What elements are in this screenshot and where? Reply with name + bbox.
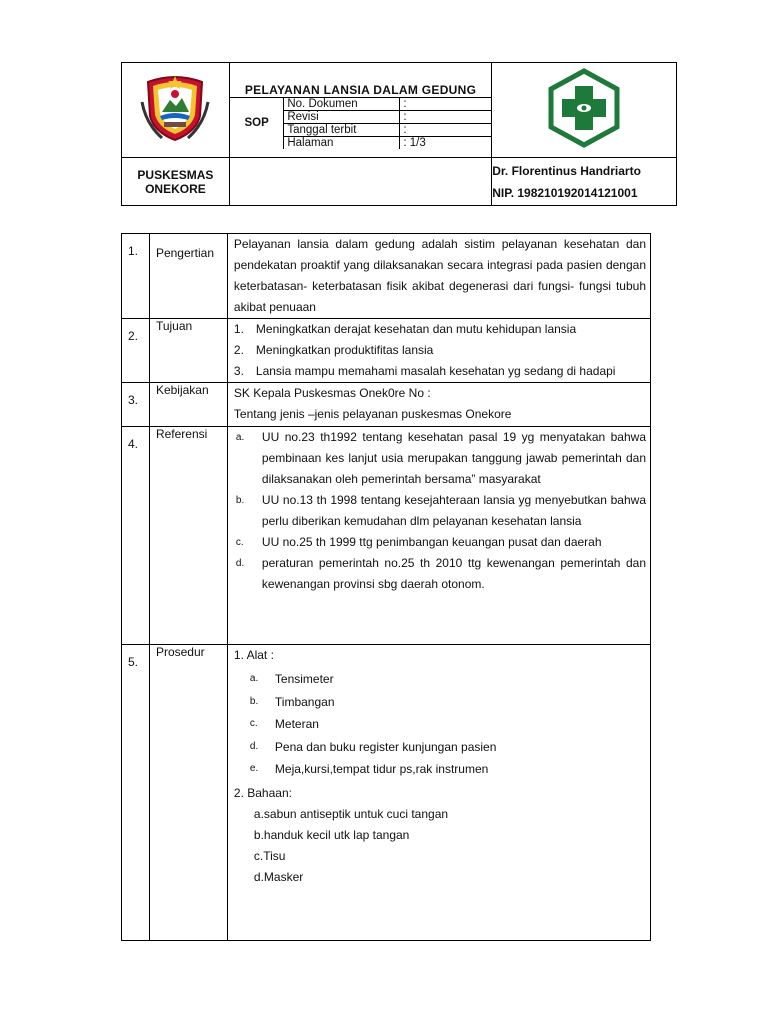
health-logo-cell	[492, 63, 677, 158]
row-label	[149, 234, 227, 319]
puskesmas-logo-icon	[544, 68, 624, 148]
definition-content	[227, 234, 650, 319]
sop-content-table	[121, 233, 651, 941]
procedure-content	[227, 645, 650, 941]
table-row	[122, 427, 651, 645]
definition-text: Pelayanan lansia dalam gedung adalah sistim pelayanan kesehatan dan pendekatan proaktif yang dilaksanakan secara integrasi pada pasien dengan keterbatasan- keterbatasan fisik akibat degenerasi dari fungsi- fungsi tubuh akibat penuaan	[233, 237, 646, 314]
list-item: a.sabun antiseptik untuk cuci tangan	[253, 806, 449, 821]
row-number: 5.	[122, 645, 150, 941]
row-number: 3.	[122, 383, 150, 427]
page-title: PELAYANAN LANSIA DALAM GEDUNG	[230, 71, 491, 97]
issue-date-label: Tanggal terbit	[284, 123, 400, 136]
org-line-1: PUSKESMAS	[137, 167, 214, 182]
row-label: Prosedur	[149, 645, 227, 941]
document-header	[121, 62, 677, 206]
title-cell	[229, 63, 491, 158]
doctor-nip: NIP. 198210192014121001	[492, 185, 638, 200]
policy-content	[227, 383, 650, 427]
organization-name	[122, 158, 230, 206]
page-value: : 1/3	[400, 136, 491, 149]
list-item: d. Pena dan buku register kunjungan pasien	[249, 739, 497, 754]
org-line-2: ONEKORE	[145, 181, 206, 196]
list-item: c. Meteran	[249, 717, 319, 731]
objective-content	[227, 319, 650, 383]
table-row	[122, 234, 651, 319]
row-label: Kebijakan	[149, 383, 227, 427]
revision-label: Revisi	[284, 110, 400, 123]
list-item: 1. Meningkatkan derajat kesehatan dan mutu kehidupan lansia	[233, 322, 577, 336]
list-item: 2. Meningkatkan produktifitas lansia	[233, 343, 434, 357]
doctor-name: Dr. Florentinus Handriarto	[492, 163, 641, 178]
list-item: b. Timbangan	[249, 694, 335, 709]
list-item: b. UU no.13 th 1998 tentang kesejahteraan lansia yg menyebutkan bahwa perlu diberikan kemudahan dlm pelayanan kesehatan lansia	[235, 493, 646, 528]
list-item: a. Tensimeter	[249, 672, 334, 686]
materials-title: 2. Bahaan:	[233, 785, 292, 800]
empty-cell	[229, 158, 491, 206]
tools-title: 1. Alat :	[233, 648, 274, 662]
signatory	[492, 158, 677, 206]
table-row	[122, 645, 651, 941]
row-label: Tujuan	[149, 319, 227, 383]
list-item: 3. Lansia mampu memahami masalah kesehatan yg sedang di hadapi	[233, 364, 616, 378]
list-item: a. UU no.23 th1992 tentang kesehatan pasal 19 yg menyatakan bahwa pembinaan kes lanjut usia merupakan tanggung jawab pemerintah dan dilaksanakan oleh pemerintah bersama” masyarakat	[235, 430, 646, 486]
list-item: c. UU no.25 th 1999 ttg penimbangan keuangan pusat dan daerah	[235, 535, 602, 549]
row-label: Referensi	[149, 427, 227, 645]
list-item: d. peraturan pemerintah no.25 th 2010 ttg kewenangan pemerintah dan kewenangan provinsi sbg daerah otonom.	[235, 556, 646, 591]
sop-label: SOP	[230, 97, 284, 149]
table-row	[122, 319, 651, 383]
regency-emblem-cell	[122, 63, 230, 158]
policy-line-1: SK Kepala Puskesmas Onek0re No :	[233, 386, 431, 400]
row-number: 2.	[122, 319, 150, 383]
label-pengertian: Pengertian	[155, 246, 214, 260]
table-row	[122, 383, 651, 427]
doc-number-value: :	[400, 97, 491, 110]
regency-emblem-icon	[140, 72, 210, 144]
list-item: c.Tisu	[253, 848, 286, 863]
list-item: b.handuk kecil utk lap tangan	[253, 827, 410, 842]
list-item: d.Masker	[253, 869, 304, 884]
row-number: 1.	[122, 234, 150, 319]
list-item: e. Meja,kursi,tempat tidur ps,rak instrumen	[249, 762, 489, 776]
policy-line-2: Tentang jenis –jenis pelayanan puskesmas Onekore	[233, 407, 512, 421]
doc-number-label: No. Dokumen	[284, 97, 400, 110]
revision-value: :	[400, 110, 491, 123]
page-label: Halaman	[284, 136, 400, 149]
row-number: 4.	[122, 427, 150, 645]
issue-date-value: :	[400, 123, 491, 136]
reference-content	[227, 427, 650, 645]
